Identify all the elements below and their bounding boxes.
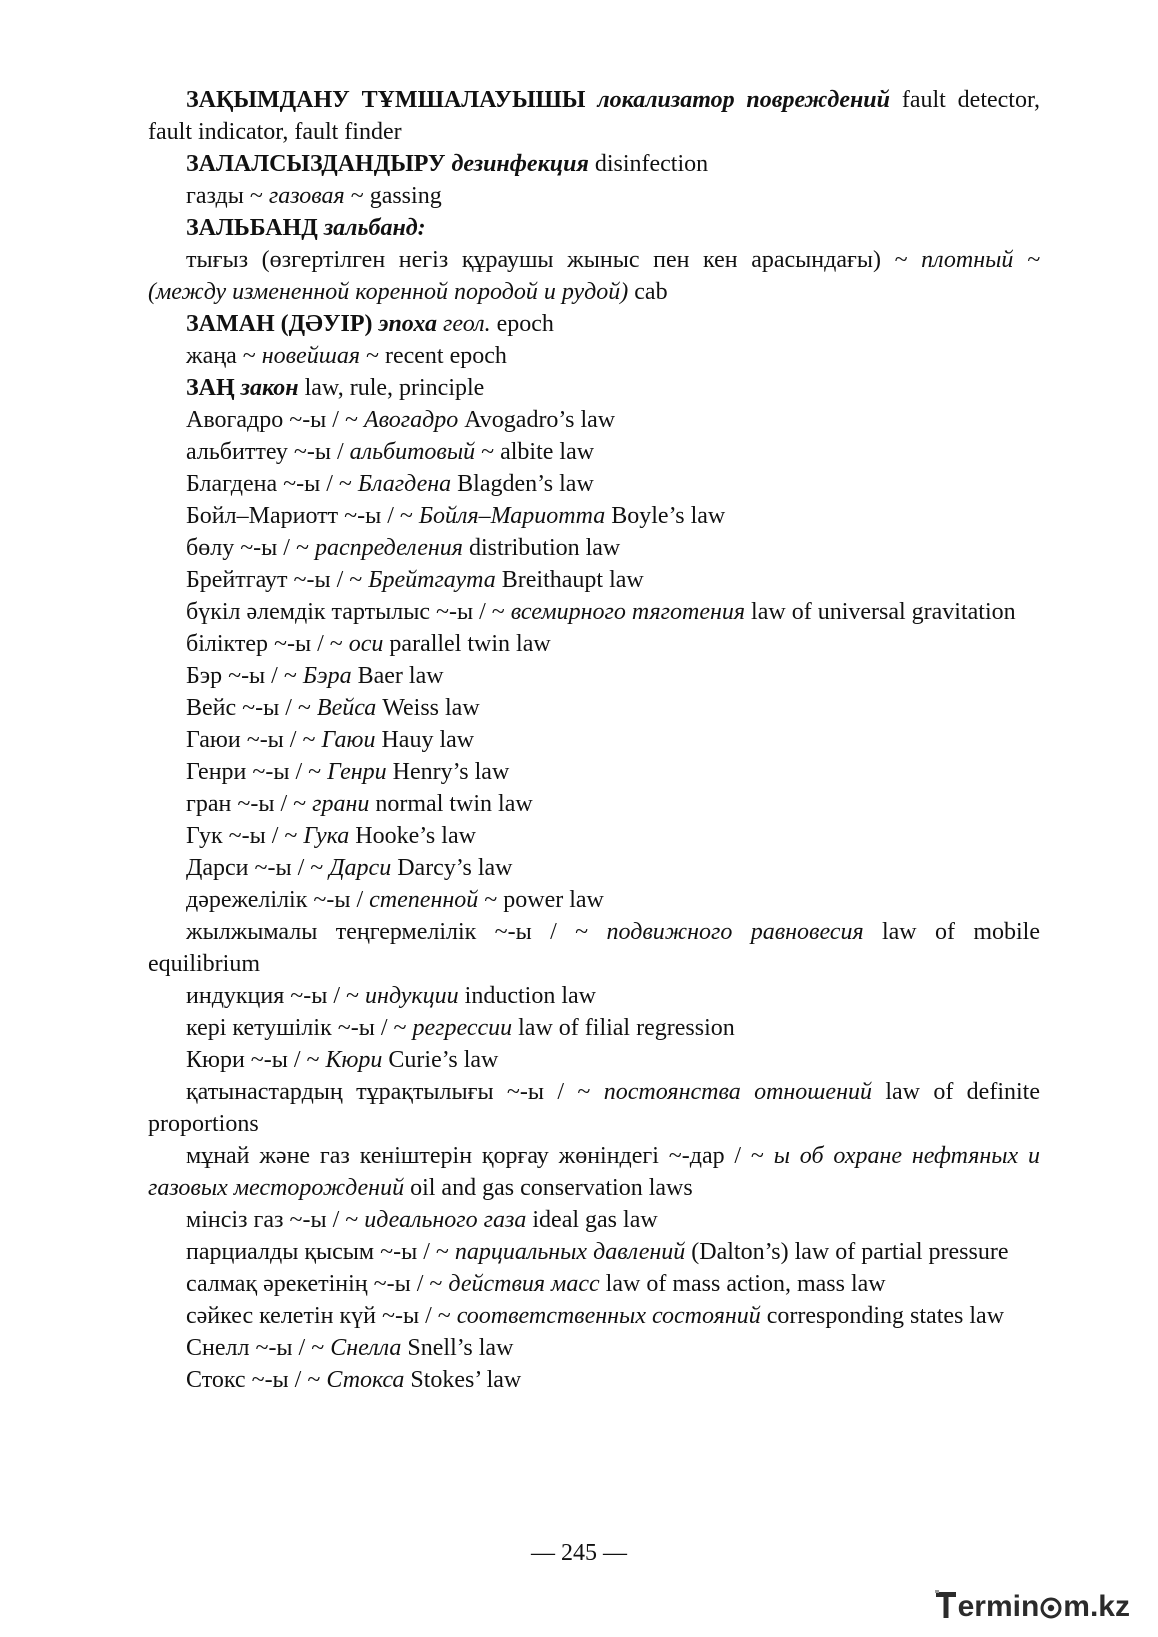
entry-text: Stokes’ law bbox=[404, 1367, 522, 1393]
entry-text: ~ recent epoch bbox=[359, 343, 507, 369]
entry-text: law of filial regression bbox=[512, 1015, 735, 1041]
entry-russian-term: альбитовый bbox=[349, 439, 476, 465]
entry-russian-term: Бэра bbox=[302, 663, 352, 689]
entry-russian-term: парциальных давлений bbox=[454, 1239, 686, 1265]
site-watermark-logo bbox=[935, 1590, 1130, 1624]
dictionary-entry bbox=[148, 852, 1040, 884]
entry-text: law, rule, principle bbox=[298, 375, 485, 401]
entry-text: ~ power law bbox=[478, 887, 604, 913]
entry-text: Snell’s law bbox=[401, 1335, 514, 1361]
entry-text: disinfection bbox=[588, 151, 709, 177]
entry-text: Curie’s law bbox=[382, 1047, 499, 1073]
entry-text: қатынастардың тұрақтылығы ~-ы / ~ bbox=[186, 1079, 604, 1105]
entry-text: мұнай және газ кеніштерін қорғау жөніндегі ~-дар / ~ bbox=[186, 1143, 774, 1169]
dictionary-entry bbox=[148, 692, 1040, 724]
entry-russian-term: Благдена bbox=[357, 471, 452, 497]
dictionary-entry bbox=[148, 212, 1040, 244]
entry-text: Бэр ~-ы / ~ bbox=[186, 663, 303, 689]
dictionary-entry bbox=[148, 756, 1040, 788]
entry-text: Darcy’s law bbox=[391, 855, 513, 881]
entry-text: Вейс ~-ы / ~ bbox=[186, 695, 317, 721]
entry-text: law of universal gravitation bbox=[745, 599, 1016, 625]
entry-russian-term: Кюри bbox=[325, 1047, 383, 1073]
entry-text: гран ~-ы / ~ bbox=[186, 791, 313, 817]
entry-russian-term: степенной bbox=[369, 887, 479, 913]
entry-text: oil and gas conservation laws bbox=[404, 1175, 693, 1201]
dictionary-entry bbox=[148, 1044, 1040, 1076]
entry-text: distribution law bbox=[462, 535, 621, 561]
entry-russian-term: Авогадро bbox=[363, 407, 459, 433]
entry-russian-term: Стокса bbox=[326, 1367, 405, 1393]
entry-text: альбиттеу ~-ы / bbox=[186, 439, 350, 465]
entry-russian-term: Гука bbox=[303, 823, 350, 849]
entry-text: Авогадро ~-ы / ~ bbox=[186, 407, 364, 433]
dictionary-entry bbox=[148, 564, 1040, 596]
dictionary-entry bbox=[148, 1076, 1040, 1140]
entry-text: Hooke’s law bbox=[349, 823, 476, 849]
entry-headword: ЗАҢ bbox=[186, 375, 241, 401]
entry-text: Брейтгаут ~-ы / ~ bbox=[186, 567, 369, 593]
dictionary-entry bbox=[148, 1140, 1040, 1204]
dictionary-entry bbox=[148, 1364, 1040, 1396]
entry-text: law of mobile equilibrium bbox=[148, 919, 1040, 977]
dictionary-entry bbox=[148, 596, 1040, 628]
dictionary-entry bbox=[148, 340, 1040, 372]
entry-text: ideal gas law bbox=[526, 1207, 658, 1233]
entry-text: Генри ~-ы / ~ bbox=[186, 759, 328, 785]
entry-text: Снелл ~-ы / ~ bbox=[186, 1335, 331, 1361]
dictionary-entry bbox=[148, 724, 1040, 756]
entry-text: индукция ~-ы / ~ bbox=[186, 983, 366, 1009]
dictionary-entry bbox=[148, 628, 1040, 660]
entry-russian-term: постоянства отношений bbox=[603, 1079, 872, 1105]
entry-text: Гаюи ~-ы / ~ bbox=[186, 727, 322, 753]
entry-russian-term: действия масс bbox=[448, 1271, 600, 1297]
entry-text: fault detector, fault indicator, fault finder bbox=[148, 87, 1040, 145]
dictionary-entry bbox=[148, 84, 1040, 148]
entry-text: кері кетушілік ~-ы / ~ bbox=[186, 1015, 413, 1041]
entry-text: Hauy law bbox=[375, 727, 475, 753]
entry-text: бүкіл әлемдік тартылыс ~-ы / ~ bbox=[186, 599, 511, 625]
dictionary-entry bbox=[148, 436, 1040, 468]
entry-text: Breithaupt law bbox=[495, 567, 644, 593]
dictionary-entry bbox=[148, 916, 1040, 980]
entry-text: Blagden’s law bbox=[451, 471, 594, 497]
entry-russian-term: ы об охране нефтяных и газовых месторождений bbox=[148, 1143, 1040, 1201]
watermark-text-part2: m.kz bbox=[1063, 1590, 1130, 1623]
entry-russian-term: индукции bbox=[365, 983, 459, 1009]
entry-russian-term: геол. bbox=[443, 311, 491, 337]
dictionary-entry bbox=[148, 788, 1040, 820]
entry-text: law of mass action, mass law bbox=[599, 1271, 886, 1297]
dictionary-entry bbox=[148, 1236, 1040, 1268]
entry-text: Бойл–Мариотт ~-ы / ~ bbox=[186, 503, 419, 529]
entry-russian-term: соответственных состояний bbox=[456, 1303, 761, 1329]
entry-russian-term: Гаюи bbox=[321, 727, 376, 753]
watermark-text-part1: ermin bbox=[957, 1590, 1040, 1623]
entry-text: ~ albite law bbox=[475, 439, 595, 465]
entry-text: Гук ~-ы / ~ bbox=[186, 823, 304, 849]
entry-text: тығыз (өзгертілген негіз құраушы жыныс пен кен арасындағы) ~ bbox=[186, 247, 922, 273]
entry-text: corresponding states law bbox=[760, 1303, 1005, 1329]
dictionary-entry bbox=[148, 1300, 1040, 1332]
entry-text: бөлу ~-ы / ~ bbox=[186, 535, 315, 561]
dictionary-entry bbox=[148, 1268, 1040, 1300]
entry-russian-term: новейшая bbox=[261, 343, 360, 369]
dictionary-entry bbox=[148, 980, 1040, 1012]
entry-russian-term: Брейтгаута bbox=[368, 567, 496, 593]
dictionary-entries bbox=[148, 84, 1040, 1396]
entry-russian-term: Бойля–Мариотта bbox=[418, 503, 606, 529]
entry-text: (Dalton’s) law of partial pressure bbox=[685, 1239, 1009, 1265]
entry-text: induction law bbox=[458, 983, 596, 1009]
entry-russian-term: грани bbox=[312, 791, 370, 817]
entry-text: Boyle’s law bbox=[605, 503, 726, 529]
t-mark-icon bbox=[935, 1590, 957, 1620]
entry-headword: локализатор повреждений bbox=[597, 87, 890, 113]
entry-text: ~ gassing bbox=[344, 183, 442, 209]
entry-text: сәйкес келетін күй ~-ы / ~ bbox=[186, 1303, 457, 1329]
dictionary-entry bbox=[148, 1012, 1040, 1044]
dictionary-entry bbox=[148, 244, 1040, 308]
entry-headword: ЗАМАН (ДӘУІР) bbox=[186, 311, 379, 337]
entry-russian-term: всемирного тяготения bbox=[510, 599, 746, 625]
entry-text: parallel twin law bbox=[383, 631, 551, 657]
entry-text: Avogadro’s law bbox=[458, 407, 616, 433]
entry-text: epoch bbox=[490, 311, 554, 337]
entry-text: Henry’s law bbox=[386, 759, 510, 785]
entry-russian-term: Дарси bbox=[329, 855, 392, 881]
entry-russian-term: распределения bbox=[314, 535, 463, 561]
entry-headword: закон bbox=[240, 375, 299, 401]
dictionary-entry bbox=[148, 148, 1040, 180]
dictionary-entry bbox=[148, 404, 1040, 436]
dictionary-entry bbox=[148, 468, 1040, 500]
entry-text: газды ~ bbox=[186, 183, 269, 209]
entry-headword: эпоха bbox=[378, 311, 438, 337]
entry-headword: ЗАҚЫМДАНУ ТҰМШАЛАУЫШЫ bbox=[186, 87, 598, 113]
entry-text: парциалды қысым ~-ы / ~ bbox=[186, 1239, 455, 1265]
globe-o-icon bbox=[1040, 1597, 1062, 1619]
dictionary-entry bbox=[148, 500, 1040, 532]
entry-russian-term: Снелла bbox=[330, 1335, 402, 1361]
entry-text: Дарси ~-ы / ~ bbox=[186, 855, 330, 881]
entry-text: cab bbox=[628, 279, 668, 305]
dictionary-entry bbox=[148, 532, 1040, 564]
entry-text: Стокс ~-ы / ~ bbox=[186, 1367, 327, 1393]
dictionary-entry bbox=[148, 308, 1040, 340]
entry-russian-term: подвижного равновесия bbox=[606, 919, 864, 945]
entry-text: Благдена ~-ы / ~ bbox=[186, 471, 358, 497]
entry-russian-term: оси bbox=[348, 631, 384, 657]
entry-text: Baer law bbox=[351, 663, 444, 689]
entry-text: мінсіз газ ~-ы / ~ bbox=[186, 1207, 365, 1233]
entry-headword: дезинфекция bbox=[451, 151, 589, 177]
dictionary-entry bbox=[148, 820, 1040, 852]
entry-headword: ЗАЛАЛСЫЗДАНДЫРУ bbox=[186, 151, 452, 177]
entry-russian-term: газовая bbox=[268, 183, 345, 209]
dictionary-entry bbox=[148, 660, 1040, 692]
entry-text: жылжымалы теңгермелілік ~-ы / ~ bbox=[186, 919, 607, 945]
entry-russian-term: Вейса bbox=[316, 695, 377, 721]
entry-text: Weiss law bbox=[376, 695, 480, 721]
dictionary-entry bbox=[148, 884, 1040, 916]
entry-text: law of definite proportions bbox=[148, 1079, 1040, 1137]
entry-russian-term: регрессии bbox=[412, 1015, 513, 1041]
entry-russian-term: плотный ~ (между измененной коренной породой и рудой) bbox=[148, 247, 1041, 305]
entry-russian-term: Генри bbox=[327, 759, 387, 785]
entry-russian-term: идеального газа bbox=[364, 1207, 527, 1233]
entry-headword: ЗАЛЬБАНД bbox=[186, 215, 324, 241]
entry-headword: зальбанд: bbox=[323, 215, 426, 241]
dictionary-entry bbox=[148, 1204, 1040, 1236]
dictionary-entry bbox=[148, 1332, 1040, 1364]
entry-text: дәрежелілік ~-ы / bbox=[186, 887, 370, 913]
entry-text: жаңа ~ bbox=[186, 343, 262, 369]
dictionary-entry bbox=[148, 180, 1040, 212]
entry-text: салмақ әрекетінің ~-ы / ~ bbox=[186, 1271, 449, 1297]
entry-text: біліктер ~-ы / ~ bbox=[186, 631, 349, 657]
entry-text: normal twin law bbox=[369, 791, 533, 817]
page-number: — 245 — bbox=[531, 1540, 627, 1566]
dictionary-entry bbox=[148, 372, 1040, 404]
entry-text: Кюри ~-ы / ~ bbox=[186, 1047, 326, 1073]
